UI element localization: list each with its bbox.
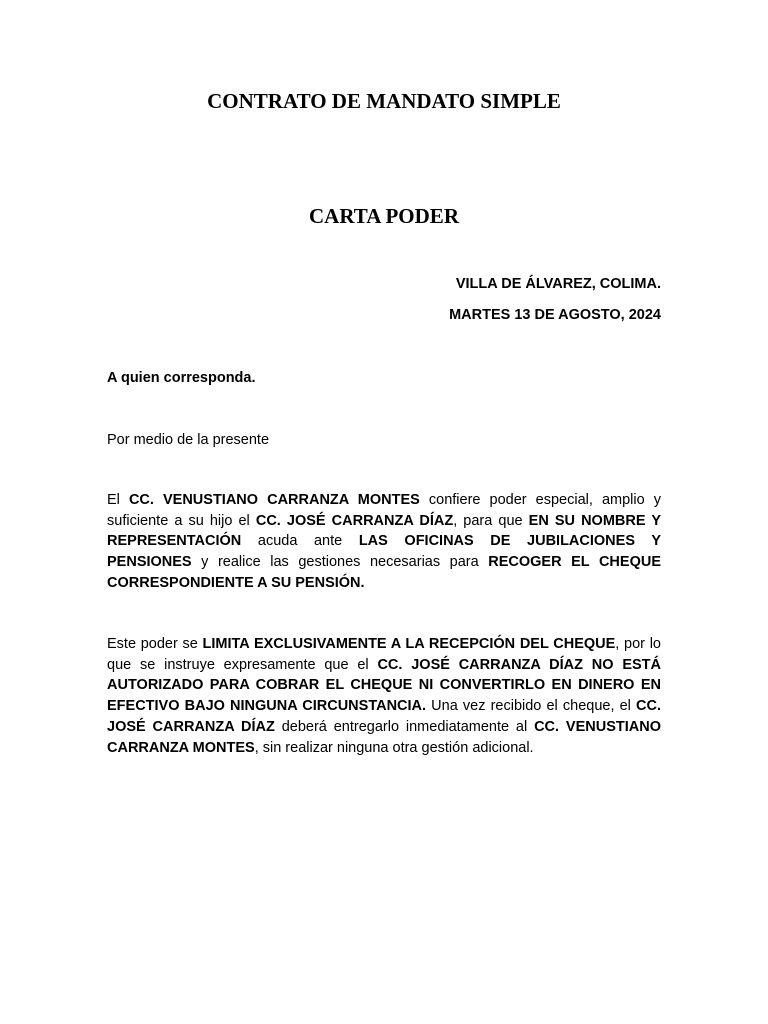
grantor-name: CC. VENUSTIANO CARRANZA MONTES <box>128 492 420 508</box>
paragraph-text: , sin realizar ninguna otra gestión adicional. <box>254 739 534 756</box>
date-line: MARTES 13 DE AGOSTO, 2024 <box>449 307 661 323</box>
agent-name: CC. JOSÉ CARRANZA DÍAZ <box>255 512 454 529</box>
document-subtitle: CARTA PODER <box>309 204 459 228</box>
paragraph-text: deberá entregarlo inmediatamente al <box>274 718 535 735</box>
paragraph-text: Una vez recibido el cheque, el <box>426 698 636 715</box>
salutation: A quien corresponda. <box>107 370 256 386</box>
paragraph-text: Este poder se <box>107 636 203 652</box>
agent-name: CC. JOSÉ CARRANZA DÍAZ <box>107 698 661 735</box>
paragraph-text: , por lo que se instruye expresamente que el <box>107 636 661 673</box>
representation-clause: EN SU NOMBRE Y REPRESENTACIÓN <box>107 512 662 550</box>
place-line: VILLA DE ÁLVAREZ, COLIMA. <box>455 276 661 292</box>
intro-line: Por medio de la presente <box>107 432 270 448</box>
paragraph-grant <box>107 490 661 594</box>
paragraph-text: confiere poder especial, amplio y suficiente a su hijo el <box>107 492 661 529</box>
limitation-clause: LIMITA EXCLUSIVAMENTE A LA RECEPCIÓN DEL CHEQUE <box>202 636 616 652</box>
paragraph-text: , para que <box>453 512 529 529</box>
restriction-clause: CC. JOSÉ CARRANZA DÍAZ NO ESTÁ AUTORIZADO PARA COBRAR EL CHEQUE NI CONVERTIRLO EN DINERO EN EFECTIVO BAJO NINGUNA CIRCUNSTANCIA. <box>107 656 661 715</box>
paragraph-limitation <box>107 634 661 758</box>
purpose-clause: RECOGER EL CHEQUE CORRESPONDIENTE A SU PENSIÓN. <box>107 554 661 591</box>
paragraph-text: y realice las gestiones necesarias para <box>191 554 489 571</box>
document-title: CONTRATO DE MANDATO SIMPLE <box>207 89 561 113</box>
office-name: LAS OFICINAS DE JUBILACIONES Y PENSIONES <box>107 533 661 571</box>
grantor-name: CC. VENUSTIANO CARRANZA MONTES <box>107 718 661 756</box>
paragraph-text: acuda ante <box>241 533 359 550</box>
paragraph-text: El <box>107 492 129 508</box>
